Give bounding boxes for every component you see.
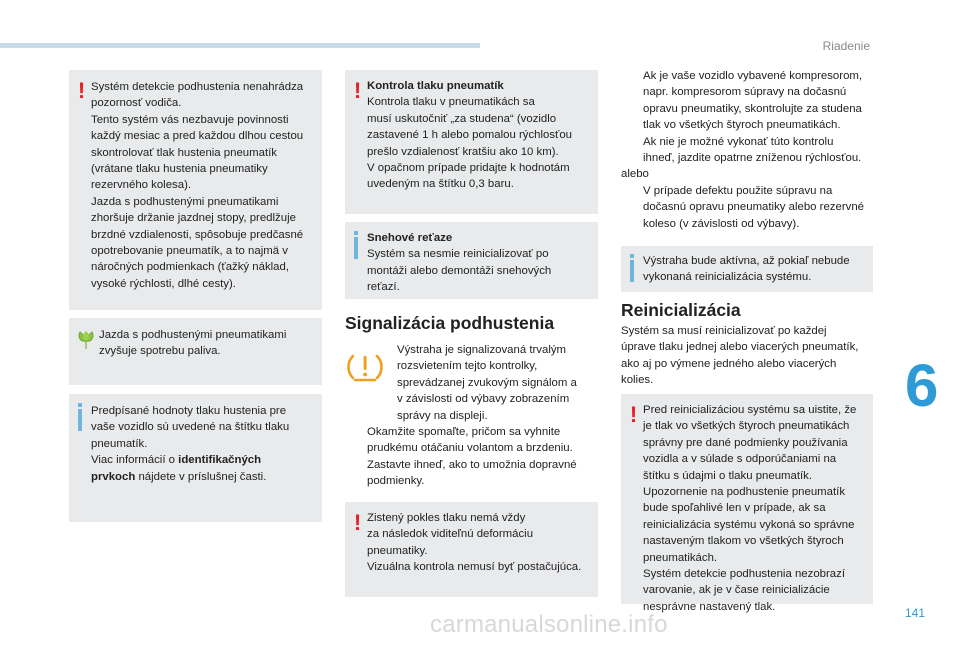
text-line: opotrebovanie pneumatík, a to najmä v bbox=[91, 245, 288, 258]
box-text bbox=[367, 230, 592, 296]
text-line: uvedeným na štítku 0,3 baru. bbox=[367, 178, 514, 191]
red-exclamation-icon: ! bbox=[353, 510, 362, 535]
text-line: Výstraha je signalizovaná trvalým bbox=[397, 344, 567, 356]
text-line: V opačnom prípade pridajte k hodnotám bbox=[367, 162, 570, 175]
warning-box-visual-check bbox=[345, 502, 598, 597]
text-line: pneumatiky. bbox=[367, 544, 428, 557]
text-line: tlak vo všetkých štyroch pneumatikách. bbox=[643, 119, 841, 132]
text-line: podmienky. bbox=[367, 475, 425, 488]
info-icon bbox=[354, 237, 358, 259]
box-text bbox=[643, 402, 867, 615]
compressor-list bbox=[621, 68, 881, 232]
text-line: Predpísané hodnoty tlaku hustenia pre bbox=[91, 405, 287, 417]
action-list bbox=[345, 424, 598, 490]
text-line: správy na displeji. bbox=[397, 409, 488, 422]
text-line: Ak nie je možné vykonať túto kontrolu bbox=[643, 135, 834, 148]
text-line: varovanie, ak je v čase reinicializácie bbox=[643, 584, 830, 597]
warning-box-pressure-check bbox=[345, 70, 598, 214]
text-line: za následok viditeľnú deformáciu bbox=[367, 528, 534, 541]
text-line: vaše vozidlo sú uvedené na štítku tlaku bbox=[91, 421, 290, 434]
text-line: bude spoľahlivé len v prípade, ak sa bbox=[643, 502, 826, 515]
info-icon bbox=[630, 260, 634, 282]
text-line: brzdné vzdialenosti, spôsobuje predčasné bbox=[91, 228, 304, 241]
box-text bbox=[99, 327, 316, 360]
text-line: reťazí. bbox=[367, 281, 400, 294]
text-line: ihneď, jazdite opatrne zníženou rýchlosťou. bbox=[643, 152, 862, 165]
box-title bbox=[367, 78, 592, 94]
text-line: štítku s údajmi o tlaku pneumatík. bbox=[643, 469, 813, 482]
bold-term: identifikačných bbox=[178, 454, 262, 467]
leaf-icon bbox=[77, 330, 95, 350]
text-line: pneumatikách. bbox=[643, 551, 718, 564]
text-line: nesprávne nastavený tlak. bbox=[643, 600, 776, 613]
red-exclamation-icon: ! bbox=[77, 78, 86, 103]
text-line: Jazda s podhustenými pneumatikami bbox=[91, 195, 279, 208]
text-line: Systém detekcie podhustenia nenahrádza bbox=[91, 81, 304, 93]
section-heading-signalization: Signalizácia podhustenia bbox=[345, 313, 555, 333]
text-line: nastaveným tlakom vo všetkých štyroch bbox=[643, 535, 844, 548]
text-line: reinicializácia systému vykoná so správne bbox=[643, 518, 855, 531]
warning-description bbox=[397, 342, 597, 424]
box-text bbox=[367, 510, 592, 576]
text-line: každý mesiac a pred každou dlhou cestou bbox=[91, 130, 304, 143]
alternative-label: alebo bbox=[621, 168, 649, 181]
text-line: Ak je vaše vozidlo vybavené kompresorom, bbox=[643, 70, 863, 82]
text-line: vykonaná reinicializácia systému. bbox=[643, 271, 812, 284]
chapter-title: Riadenie bbox=[822, 39, 870, 53]
text-line: Systém sa musí reinicializovať po každej bbox=[621, 325, 827, 337]
text-line: rezervného kolesa). bbox=[91, 179, 192, 192]
text-line: musí uskutočniť „za studena“ (vozidlo bbox=[367, 112, 557, 125]
bold-term: prvkoch bbox=[91, 470, 136, 483]
text-line: pneumatík. bbox=[91, 437, 148, 450]
text-line: montáži alebo demontáži snehových bbox=[367, 264, 552, 277]
box-text bbox=[367, 78, 592, 193]
list-item bbox=[621, 183, 881, 232]
box-title-text: Kontrola tlaku pneumatík bbox=[367, 80, 504, 92]
list-item bbox=[621, 134, 881, 167]
text-line: v závislosti od výbavy zobrazením bbox=[397, 393, 570, 406]
text-line: ako aj po výmene jedného alebo viacerých bbox=[621, 357, 837, 370]
text-line: Systém sa nesmie reinicializovať po bbox=[367, 248, 549, 261]
text-line: kolies. bbox=[621, 374, 654, 387]
text-line: prudkému otáčaniu volantom a brzdeniu. bbox=[367, 442, 573, 455]
warning-box-detection bbox=[69, 70, 322, 310]
section-heading-reinitialization: Reinicializácia bbox=[621, 300, 741, 320]
text-line: prešlo vzdialenosť kratšiu ako 10 km). bbox=[367, 145, 559, 158]
text-span: Viac informácií o bbox=[91, 454, 179, 467]
text-line: úprave tlaku jednej alebo viacerých pneumatík, bbox=[621, 341, 859, 354]
text-line: vozidla a v súlade s odporúčaniami na bbox=[643, 453, 837, 466]
chapter-number: 6 bbox=[905, 352, 939, 419]
text-line: (vrátane tlaku hustenia pneumatiky bbox=[91, 163, 268, 176]
info-box-pressure-values bbox=[69, 394, 322, 522]
text-line bbox=[91, 452, 316, 468]
info-box-warning-active bbox=[621, 246, 873, 292]
text-line: opravu pneumatiky, skontrolujte za studena bbox=[643, 102, 862, 115]
red-exclamation-icon: ! bbox=[353, 78, 362, 103]
eco-box-consumption bbox=[69, 318, 322, 385]
header-bar bbox=[0, 43, 480, 48]
text-line: Vizuálna kontrola nemusí byť postačujúca. bbox=[367, 561, 582, 574]
text-line: Výstraha bude aktívna, až pokiaľ nebude bbox=[643, 255, 850, 267]
text-line: zvyšuje spotrebu paliva. bbox=[99, 345, 221, 358]
box-title-text: Snehové reťaze bbox=[367, 232, 453, 244]
text-line: koleso (v závislosti od výbavy). bbox=[643, 217, 800, 230]
box-text bbox=[643, 253, 867, 286]
text-line: zastavené 1 h alebo pomalou rýchlosťou bbox=[367, 129, 573, 142]
text-line: napr. kompresorom súpravy na dočasnú bbox=[643, 86, 847, 99]
text-line: Tento systém vás nezbavuje povinnosti bbox=[91, 113, 289, 126]
watermark: carmanualsonline.info bbox=[430, 611, 668, 638]
list-item bbox=[621, 68, 881, 134]
text-line bbox=[91, 469, 316, 485]
text-line: sprevádzanej zvukovým signálom a bbox=[397, 376, 577, 389]
text-line: správny pre dané podmienky používania bbox=[643, 436, 848, 449]
info-box-snow-chains bbox=[345, 222, 598, 299]
text-line: je tlak vo všetkých štyroch pneumatikách bbox=[643, 420, 850, 433]
text-line: náročných podmienkach (ťažký náklad, bbox=[91, 261, 290, 274]
box-text bbox=[91, 403, 316, 485]
text-line: Pred reinicializáciou systému sa uistite, že bbox=[643, 404, 857, 416]
text-line: V prípade defektu použite súpravu na bbox=[643, 184, 833, 197]
box-text bbox=[91, 79, 316, 292]
text-line: skontrolovať tlak hustenia pneumatík bbox=[91, 146, 277, 159]
tire-pressure-warning-icon bbox=[345, 350, 385, 384]
text-span: nájdete v príslušnej časti. bbox=[135, 470, 267, 483]
red-exclamation-icon: ! bbox=[629, 402, 638, 427]
text-line: rozsvietením tejto kontrolky, bbox=[397, 360, 538, 373]
info-icon bbox=[78, 409, 82, 431]
list-item bbox=[345, 424, 598, 457]
text-line: pozornosť vodiča. bbox=[91, 97, 182, 110]
text-line: zhoršuje držanie jazdnej stopy, predlžuje bbox=[91, 212, 296, 225]
text-line: Okamžite spomaľte, pričom sa vyhnite bbox=[367, 426, 561, 438]
text-line: Jazda s podhustenými pneumatikami bbox=[99, 329, 287, 341]
list-item bbox=[345, 457, 598, 490]
text-line: Upozornenie na podhustenie pneumatík bbox=[643, 486, 846, 499]
text-line: Kontrola tlaku v pneumatikách sa bbox=[367, 96, 535, 109]
text-line: Zastavte ihneď, ako to umožnia dopravné bbox=[367, 458, 577, 471]
text-line: vysoké rýchlosti, dlhé cesty). bbox=[91, 277, 236, 290]
text-line: Zistený pokles tlaku nemá vždy bbox=[367, 512, 526, 524]
text-line: dočasnú opravu pneumatiky alebo rezervné bbox=[643, 201, 864, 214]
page-number: 141 bbox=[905, 606, 926, 620]
reinit-paragraph bbox=[621, 323, 881, 389]
text-line: Systém detekcie podhustenia nezobrazí bbox=[643, 568, 845, 581]
box-title bbox=[367, 230, 592, 246]
warning-box-reinit bbox=[621, 394, 873, 613]
